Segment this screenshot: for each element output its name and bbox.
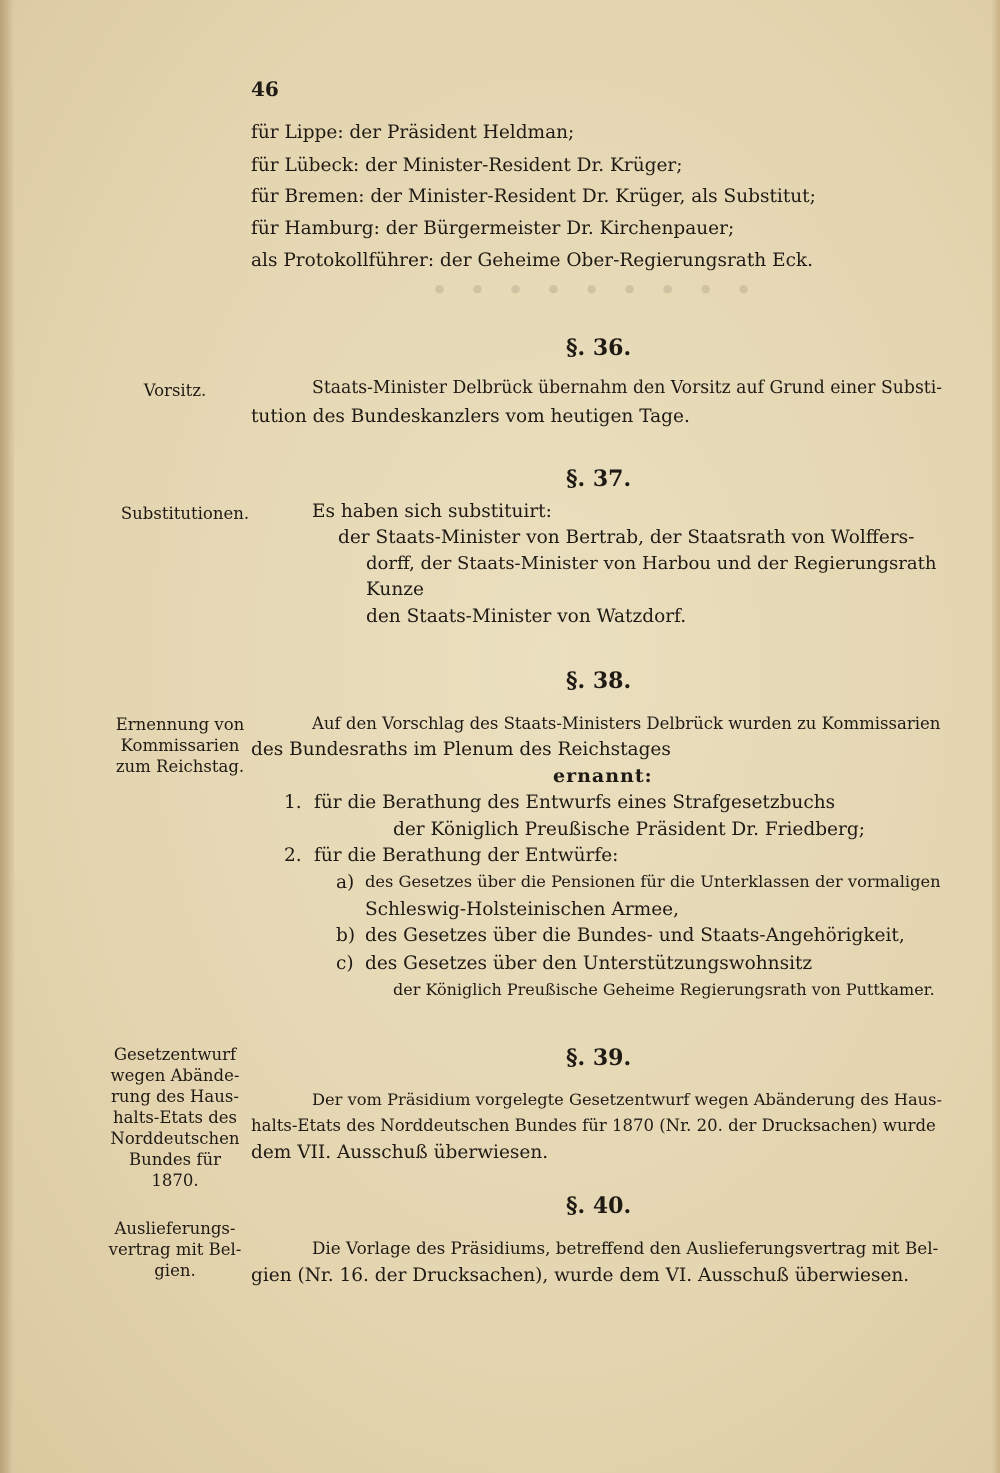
section-heading: §. 40. [566,1193,632,1219]
body-line: der Staats-Minister von Bertrab, der Staatsrath von Wolffers- [338,527,915,548]
body-line: für die Berathung der Entwürfe: [314,845,619,866]
body-line: des Gesetzes über die Bundes- und Staats-Angehörigkeit, [365,925,905,946]
section-heading: §. 37. [566,466,632,492]
body-line: Der vom Präsidium vorgelegte Gesetzentwurf wegen Abänderung des Haus- [312,1090,942,1109]
body-line: für die Berathung des Entwurfs eines Strafgesetzbuchs [314,792,836,813]
list-letter: a) [336,872,355,893]
margin-note: Vorsitz. [143,381,207,400]
list-letter: b) [336,925,356,946]
margin-note [100,1218,250,1281]
margin-line: 1870. [151,1171,199,1190]
bleed-through-text: · · · · · · · · · [428,262,752,316]
body-line: der Königlich Preußische Geheime Regierungsrath von Puttkamer. [393,980,935,999]
margin-line: zum Reichstag. [115,757,245,776]
section-heading: §. 36. [566,335,632,361]
margin-line: Ernennung von [115,715,245,734]
body-line: dem VII. Ausschuß überwiesen. [251,1142,549,1163]
body-line: Staats-Minister Delbrück übernahm den Vorsitz auf Grund einer Substi- [312,378,943,398]
head-line: für Lippe: der Präsident Heldman; [251,122,575,143]
body-line: Die Vorlage des Präsidiums, betreffend den Auslieferungsvertrag mit Bel- [312,1238,939,1258]
section-heading: §. 39. [566,1045,632,1071]
body-line: dorff, der Staats-Minister von Harbou und der Regierungsrath [366,553,937,574]
margin-line: halts-Etats des [112,1108,238,1127]
section-heading: §. 38. [566,668,632,694]
margin-note [110,714,250,777]
list-number: 1. [284,792,302,813]
margin-line: Gesetzentwurf [113,1045,237,1064]
body-line: Kunze [366,579,424,600]
head-line: für Hamburg: der Bürgermeister Dr. Kirchenpauer; [251,218,735,239]
margin-line: Kommissarien [120,736,240,755]
body-line: Es haben sich substituirt: [312,501,552,522]
margin-line: gien. [154,1261,196,1280]
body-line: des Bundesraths im Plenum des Reichstages [251,739,671,760]
body-line: Schleswig-Holsteinischen Armee, [365,899,680,920]
head-line: für Bremen: der Minister-Resident Dr. Krüger, als Substitut; [251,186,816,207]
margin-line: Norddeutschen [110,1129,240,1148]
body-line: des Gesetzes über den Unterstützungswohnsitz [365,953,813,974]
body-line: gien (Nr. 16. der Drucksachen), wurde dem VI. Ausschuß überwiesen. [251,1265,910,1286]
head-line: für Lübeck: der Minister-Resident Dr. Krüger; [251,155,683,176]
page-edge-left [0,0,14,1473]
margin-line: vertrag mit Bel- [108,1240,242,1259]
margin-note [100,1044,250,1191]
list-number: 2. [284,845,302,866]
body-line: tution des Bundeskanzlers vom heutigen Tage. [251,406,690,427]
margin-note: Substitutionen. [120,504,250,523]
margin-line: Auslieferungs- [114,1219,236,1238]
body-line: Auf den Vorschlag des Staats-Ministers Delbrück wurden zu Kommissarien [312,714,941,733]
page-edge-right [992,0,1000,1473]
head-line: als Protokollführer: der Geheime Ober-Regierungsrath Eck. [251,250,814,271]
list-letter: c) [336,953,354,974]
margin-line: Bundes für [128,1150,222,1169]
body-line: des Gesetzes über die Pensionen für die Unterklassen der vormaligen [365,872,941,891]
margin-line: wegen Abände- [110,1066,240,1085]
page-number: 46 [251,77,279,101]
body-line: der Königlich Preußische Präsident Dr. Friedberg; [393,819,865,840]
body-line: den Staats-Minister von Watzdorf. [366,606,687,627]
body-line: halts-Etats des Norddeutschen Bundes für 1870 (Nr. 20. der Drucksachen) wurde [251,1116,936,1135]
margin-line: rung des Haus- [111,1087,239,1106]
emphasis-line: ernannt: [553,765,653,787]
